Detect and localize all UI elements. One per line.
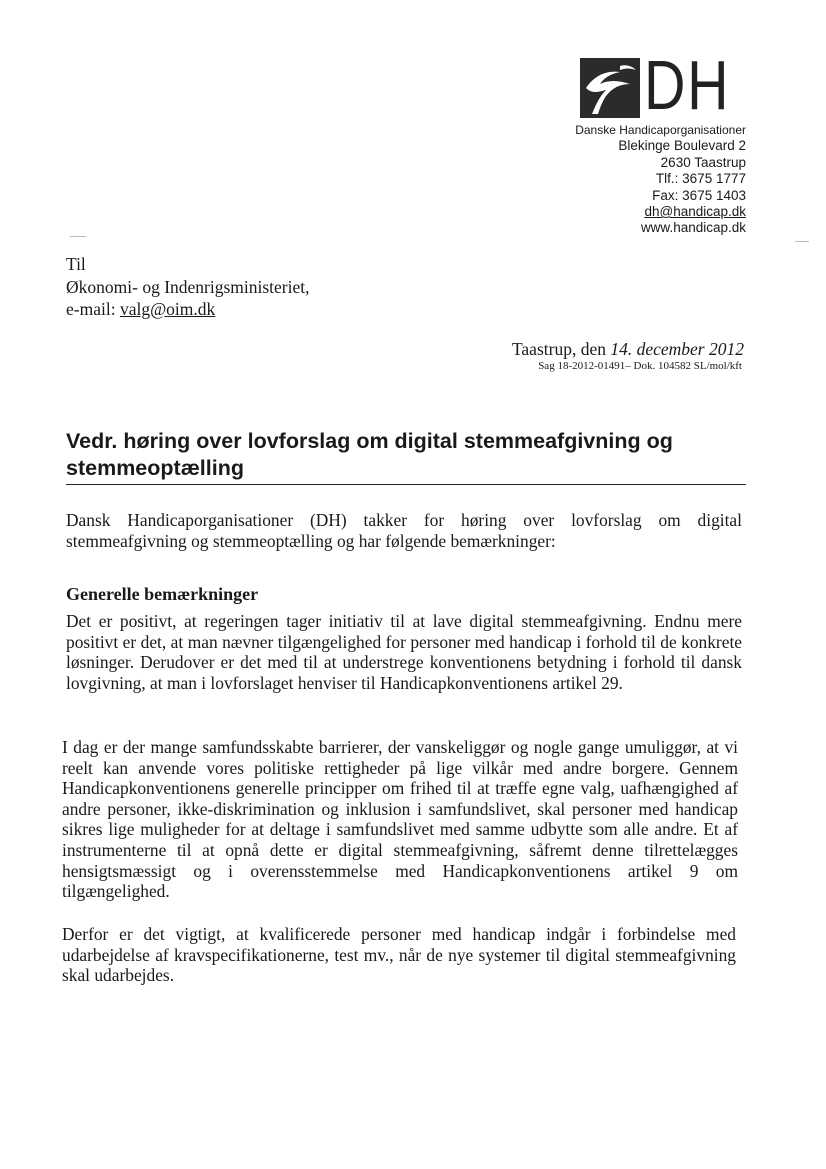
dh-logo bbox=[580, 46, 750, 124]
recipient-salutation: Til bbox=[66, 254, 86, 274]
recipient-name: Økonomi- og Indenrigsministeriet, bbox=[66, 276, 310, 297]
body-paragraph-1: Det er positivt, at regeringen tager initiativ til at lave digital stemmeafgivning. Endnu mere positivt er det, at man nævner tilgængelighed for personer med handicap i forhold til de konkrete løsninger. Derudover er det med til at understrege konventionens betydning i forhold til dansk lovgivning, at man i lovforslaget henviser til Handicapkonventionens artikel 29. bbox=[66, 611, 742, 693]
bird-in-square-icon bbox=[580, 58, 640, 118]
recipient-email-line bbox=[66, 298, 310, 321]
sender-address: Blekinge Boulevard 2 bbox=[618, 138, 746, 154]
recipient-block bbox=[66, 253, 310, 321]
section-heading: Generelle bemærkninger bbox=[66, 584, 259, 604]
fold-mark-left bbox=[70, 236, 86, 237]
date-place: Taastrup, den bbox=[511, 339, 611, 359]
fold-mark-right bbox=[795, 241, 809, 242]
dateline bbox=[512, 339, 744, 359]
sender-phone: Tlf.: 3675 1777 bbox=[655, 171, 746, 187]
sender-website: www.handicap.dk bbox=[640, 220, 746, 236]
sender-city: 2630 Taastrup bbox=[660, 154, 746, 170]
sender-address-block bbox=[575, 122, 746, 237]
case-reference: Sag 18-2012-01491– Dok. 104582 SL/mol/kft bbox=[538, 360, 742, 372]
body-paragraph-3: Derfor er det vigtigt, at kvalificerede personer med handicap indgår i forbindelse med udarbejdelse af kravspecifikationerne, test mv., når de nye systemer til digital stemmeafgivning skal udarbejdes. bbox=[62, 924, 736, 986]
letter-title: Vedr. høring over lovforslag om digital stemmeafgivning og stemmeoptælling bbox=[66, 429, 673, 480]
date-value: 14. december 2012 bbox=[610, 339, 744, 359]
recipient-email-label: e-mail: bbox=[66, 299, 120, 319]
body-paragraph-2: I dag er der mange samfundsskabte barrierer, der vanskeliggør og nogle gange umuliggør, at vi reelt kan anvende vores politiske rettigheder på lige vilkår med andre borgere. Gennem Handicapkonventionens generelle principper om frihed til at træffe egne valg, uafhængighed af andre personer, ikke-diskrimination og inklusion i samfundslivet, skal personer med handicap sikres lige muligheder for at deltage i samfundslivet med samme udbytte som alle andre. Et af instrumenterne til at opnå dette er digital stemmeafgivning, såfremt denne tilrettelægges hensigtsmæssigt og i overensstemmelse med Handicapkonventionens artikel 9 om tilgængelighed. bbox=[62, 737, 738, 902]
title-rule bbox=[66, 484, 746, 485]
logo-text: DH bbox=[644, 46, 731, 124]
intro-paragraph: Dansk Handicaporganisationer (DH) takker for høring over lovforslag om digital stemmeafgivning og stemmeoptælling og har følgende bemærkninger: bbox=[66, 510, 742, 551]
sender-email-link[interactable]: dh@handicap.dk bbox=[644, 204, 746, 220]
recipient-email-link[interactable]: valg@oim.dk bbox=[119, 299, 216, 319]
sender-fax: Fax: 3675 1403 bbox=[652, 187, 746, 203]
sender-org-name: Danske Handicaporganisationer bbox=[575, 123, 746, 137]
